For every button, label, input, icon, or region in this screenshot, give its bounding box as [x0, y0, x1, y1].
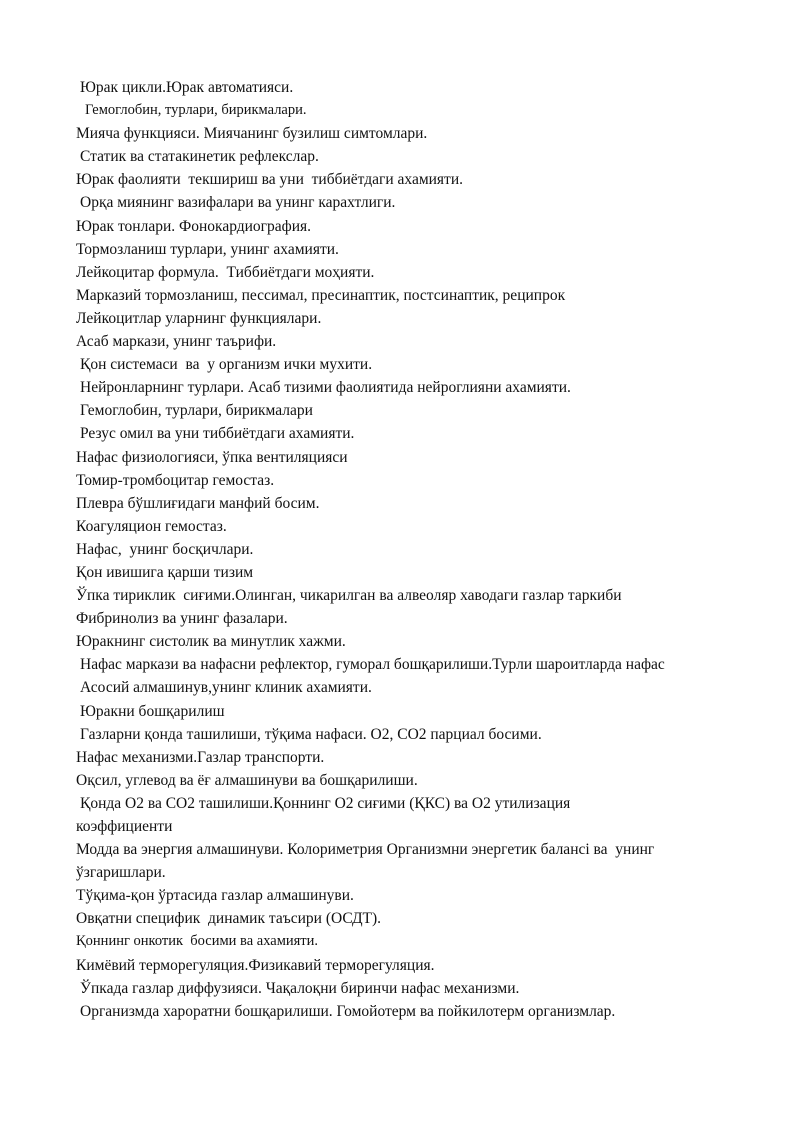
text-line: ўзгаришлари.	[76, 864, 166, 882]
text-line: Гемоглобин, турлари, бирикмалари.	[85, 102, 307, 119]
text-line: Юрак тонлари. Фонокардиография.	[76, 217, 312, 235]
text-line: Нафас механизми.Газлар транспорти.	[76, 748, 325, 766]
text-line: Модда ва энергия алмашинуви. Колориметрия Организмни энергетик балансi ва унинг	[76, 841, 655, 859]
text-line: Қон ивишига қарши тизим	[76, 563, 254, 581]
text-line: Юракни бошқарилиш	[80, 702, 225, 720]
text-line: Қоннинг онкотик босими ва ахамияти.	[76, 933, 319, 950]
text-line: Тормозланиш турлари, унинг ахамияти.	[76, 240, 339, 258]
text-line: Асосий алмашинув,унинг клиник ахамияти.	[80, 679, 372, 697]
text-line: Томир-тромбоцитар гемостаз.	[76, 471, 275, 489]
text-line: Нафас физиологияси, ўпка вентиляцияси	[76, 448, 348, 466]
text-line: Фибринолиз ва унинг фазалари.	[76, 610, 288, 628]
text-line: Юракнинг систолик ва минутлик хажми.	[76, 633, 346, 651]
text-line: Резус омил ва уни тиббиётдаги ахамияти.	[80, 425, 355, 443]
text-line: Мияча функцияси. Миячанинг бузилиш симтомлари.	[76, 125, 428, 143]
text-line: Оқсил, углевод ва ёғ алмашинуви ва бошқарилиши.	[76, 771, 418, 789]
text-line: Юрак цикли.Юрак автоматияси.	[80, 79, 294, 96]
text-line: Асаб маркази, унинг таърифи.	[76, 333, 277, 351]
text-line: Ўпкада газлар диффузияси. Чақалоқни биринчи нафас механизми.	[80, 979, 520, 997]
text-line: Газларни қонда ташилиши, тўқима нафаси. О2, СО2 парциал босими.	[80, 725, 542, 743]
text-line: Марказий тормозланиш, пессимал, пресинаптик, постсинаптик, реципрок	[76, 286, 566, 304]
text-line: Организмда хароратни бошқарилиши. Гомойотерм ва пойкилотерм организмлар.	[80, 1002, 616, 1020]
text-line: Статик ва статакинетик рефлекслар.	[80, 148, 319, 166]
text-line: Нафас, унинг босқичлари.	[76, 540, 254, 558]
text-line: Юрак фаолияти текшириш ва уни тиббиётдаги ахамияти.	[76, 171, 464, 189]
text-line: Коагуляцион гемостаз.	[76, 517, 227, 535]
text-line: Ўпка тириклик сиғими.Олинган, чикарилган ва алвеоляр хаводаги газлар таркиби	[76, 587, 622, 605]
text-line: Плевра бўшлиғидаги манфий босим.	[76, 494, 320, 512]
text-line: Овқатни специфик динамик таъсири (ОСДТ).	[76, 910, 382, 928]
text-line: Қон системаси ва у организм ички мухити.	[80, 356, 373, 374]
text-line: Лейкоцитар формула. Тиббиётдаги моҳияти.	[76, 263, 375, 281]
text-line: Нафас маркази ва нафасни рефлектор, гуморал бошқарилиши.Турли шароитларда нафас	[80, 656, 665, 674]
text-line: коэффициенти	[76, 818, 173, 835]
text-line: Лейкоцитлар уларнинг функциялари.	[76, 309, 322, 327]
text-line: Кимёвий терморегуляция.Физикавий терморегуляция.	[76, 956, 435, 974]
text-line: Қонда О2 ва СО2 ташилиши.Қоннинг О2 сиғими (ҚКС) ва О2 утилизация	[80, 794, 571, 812]
text-line: Тўқима-қон ўртасида газлар алмашинуви.	[76, 887, 354, 905]
document-text	[0, 76, 800, 1023]
text-line: Орқа миянинг вазифалари ва унинг карахтлиги.	[80, 194, 396, 212]
text-line: Гемоглобин, турлари, бирикмалари	[80, 402, 313, 420]
text-line: Нейронларнинг турлари. Асаб тизими фаолиятида нейроглияни ахамияти.	[80, 379, 571, 397]
